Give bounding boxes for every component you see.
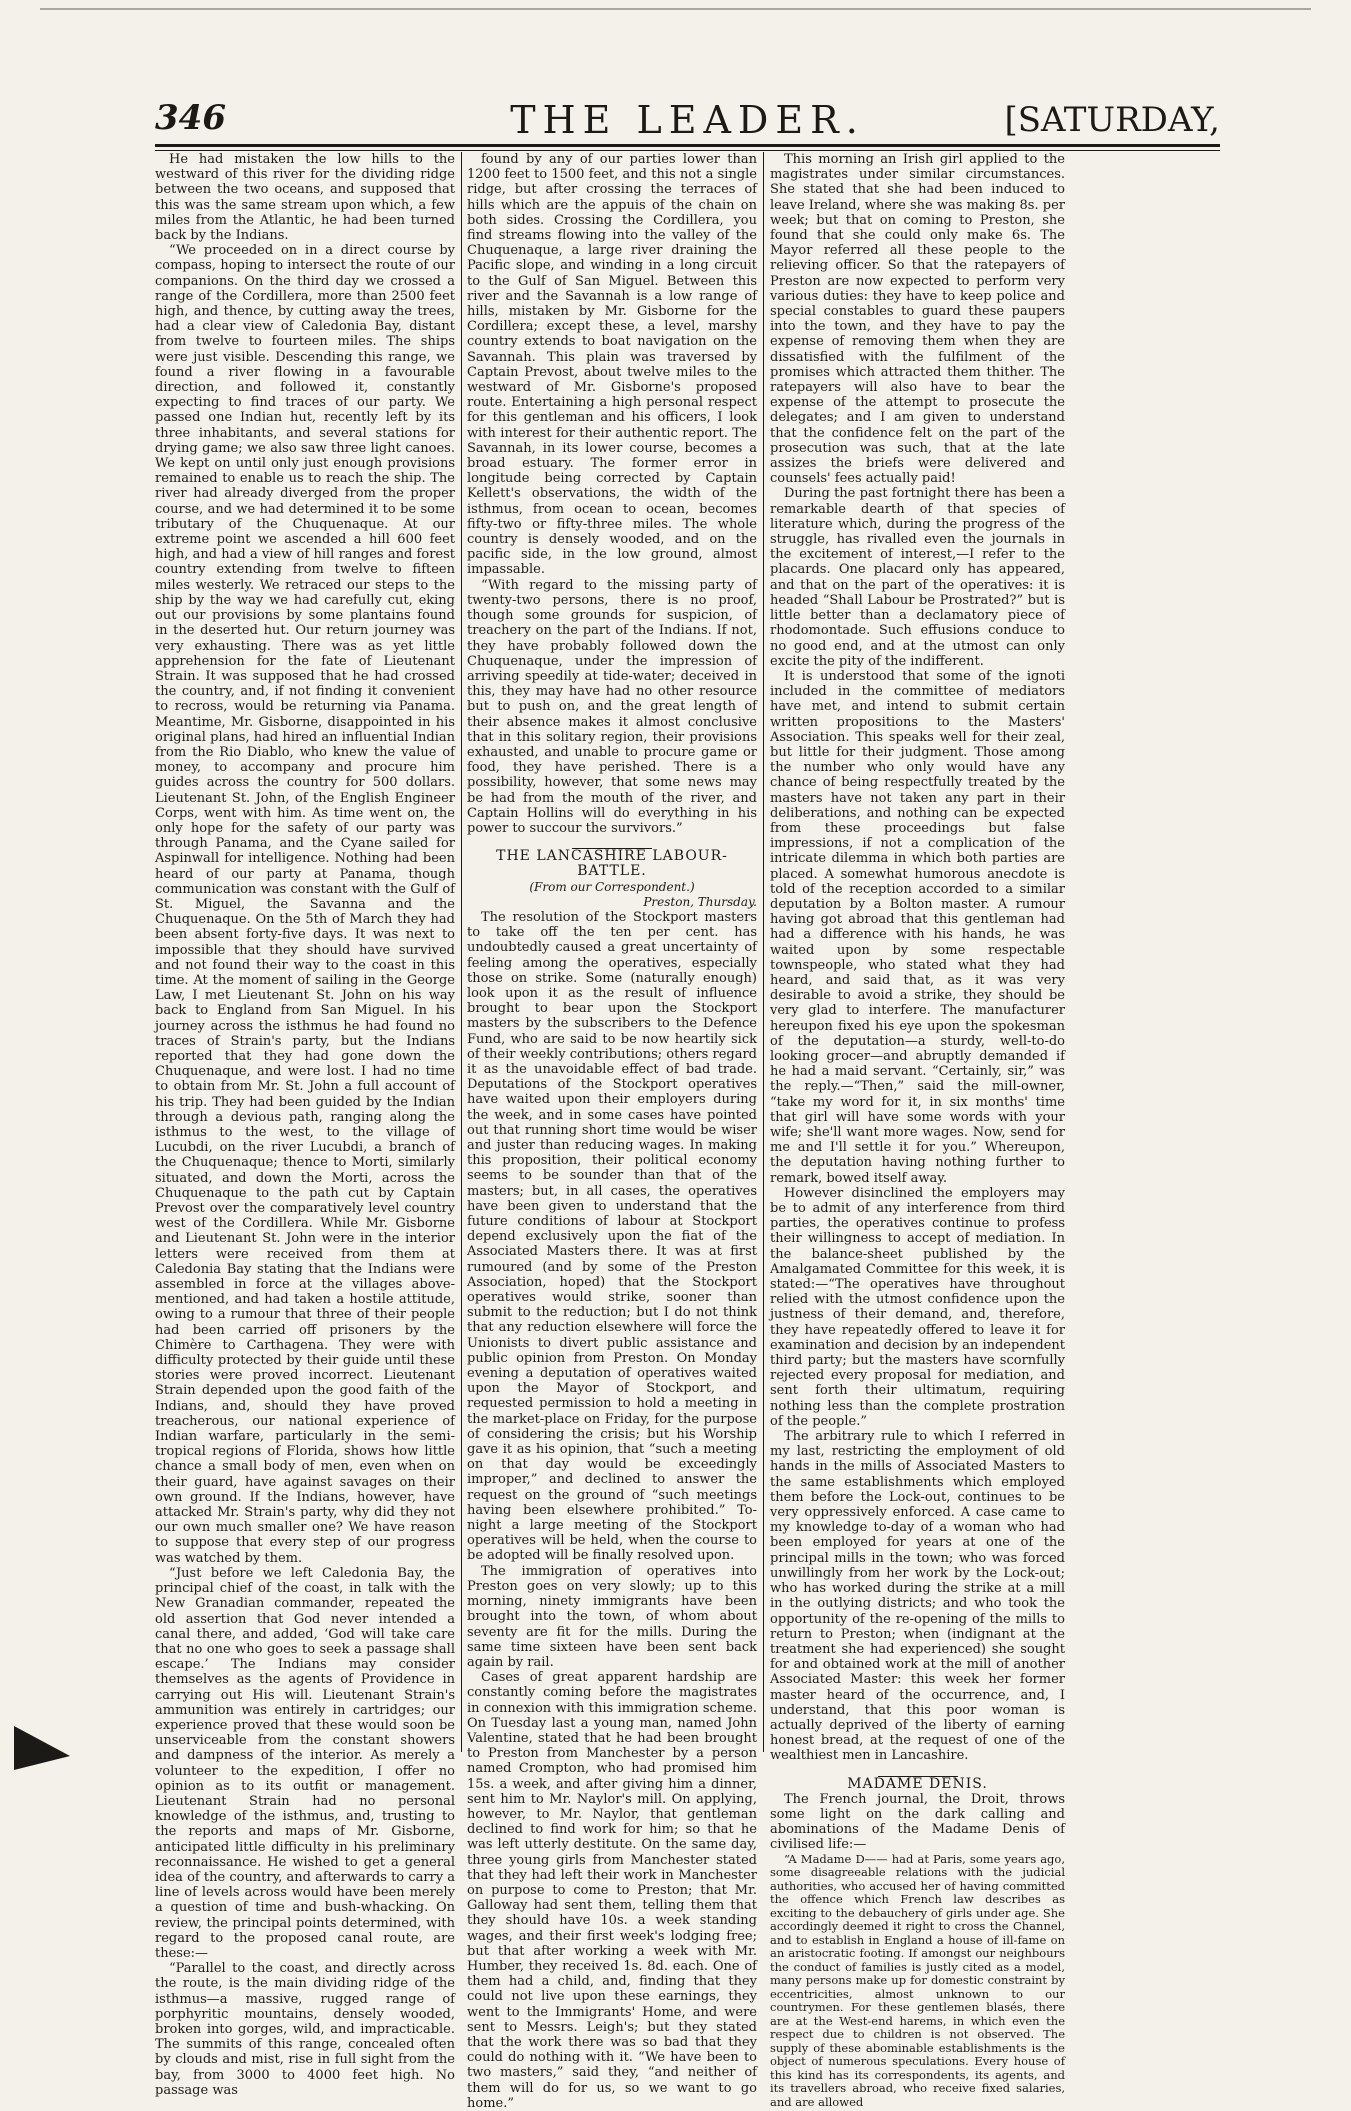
paragraph: found by any of our parties lower than 1200 feet to 1500 feet, and this not a single ridge, but after crossing the terraces of hills which are the appuis of the chain on both sides. Crossing the Cordillera, you find streams flowing into the valley of the Chuquenaque, a large river draining the Pacific slope, and winding in a long circuit to the Gulf of San Miguel. Between this river and the Savannah is a low range of hills, mistaken by Mr. Gisborne for the Cordillera; except these, a level, marshy country extends to boat navigation on the Savannah. This plain was traversed by Captain Prevost, about twelve miles to the westward of Mr. Gisborne's proposed route. Entertaining a high personal respect for this gentleman and his officers, I look with interest for their authentic report. The Savannah, in its lower course, becomes a broad estuary. The former error in longitude being corrected by Captain Kellett's observations, the width of the isthmus, from ocean to ocean, becomes fifty-two or fifty-three miles. The whole country is densely wooded, and on the pacific side, in the low ground, almost impassable. (467, 152, 757, 578)
paragraph: “Just before we left Caledonia Bay, the principal chief of the coast, in talk with the New Granadian commander, repeated the old assertion that God never intended a canal there, and added, ‘God will take care that no one who goes to seek a passage shall escape.’ The Indians may consider themselves as the agents of Providence in carrying out His will. Lieutenant Strain's ammunition was entirely in cartridges; our experience proved that these would soon be unserviceable from the constant showers and dampness of the interior. As merely a volunteer to the expedition, I offer no opinion as to its outfit or management. Lieutenant Strain had no personal knowledge of the isthmus, and, trusting to the reports and maps of Mr. Gisborne, anticipated little difficulty in his preliminary reconnaissance. He wished to get a general idea of the country, and afterwards to carry a line of levels across would have been merely a question of time and bush-whacking. On review, the principal points determined, with regard to the proposed canal route, are these:— (155, 1565, 455, 1961)
paragraph: It is understood that some of the ignoti included in the committee of mediators have met, and intend to submit certain written propositions to the Masters' Association. This speaks well for their zeal, but little for their judgment. Those among the number who only would have any chance of being respectfully treated by the masters have not taken any part in their deliberations, and nothing can be expected from these proceedings but false impressions, if not a complication of the intricate dilemma in which both parties are placed. A somewhat humorous anecdote is told of the reception accorded to a similar deputation by a Bolton master. A rumour having got abroad that this gentleman had had a difference with his hands, he was waited upon by some respectable townspeople, who stated what they had heard, and said that, as it was very desirable to avoid a strike, they should be very glad to interfere. The manufacturer hereupon fixed his eye upon the spokesman of the deputation—a sturdy, well-to-do looking grocer—and abruptly demanded if he had a maid servant. “Certainly, sir,” was the reply.—“Then,” said the mill-owner, “take my word for it, in six months' time that girl will have some words with your wife; she'll want more wages. Now, send for me and I'll settle it for you.” Whereupon, the deputation having nothing further to remark, bowed itself away. (770, 668, 1065, 1186)
page-header (155, 98, 1220, 142)
pointer-arrow-icon (14, 1726, 70, 1770)
paragraph: He had mistaken the low hills to the westward of this river for the dividing ridge between the two oceans, and supposed that this was the same stream upon which, a few miles from the Atlantic, he had been turned back by the Indians. (155, 152, 455, 244)
section-intro: The French journal, the Droit, throws some light on the dark calling and abominations of the Madame Denis of civilised life:— (770, 1791, 1065, 1853)
column-divider (763, 152, 764, 1752)
column-3 (770, 152, 1065, 2109)
article-byline: Preston, Thursday. (643, 894, 757, 909)
header-rule-thin (155, 150, 1220, 151)
paragraph: “With regard to the missing party of twenty-two persons, there is no proof, though some grounds for suspicion, of treachery on the part of the Indians. If not, they have probably followed down the Chuquenaque, under the impression of arriving speedily at tide-water; deceived in this, they may have had no other resource but to push on, and the great length of their absence makes it almost conclusive that in this solitary region, their provisions exhausted, and unable to procure game or food, they have perished. There is a possibility, however, that some news may be had from the mouth of the river, and Captain Hollins will do everything in his power to succour the survivors.” (467, 577, 757, 836)
paragraph: The arbitrary rule to which I referred in my last, restricting the employment of old hands in the mills of Associated Masters to the same establishments which employed them before the Lock-out, continues to be very oppressively enforced. A case came to my knowledge to-day of a woman who had been employed for years at one of the principal mills in the town; who was forced unwillingly from her work by the Lock-out; who has worked during the strike at a mill in the outlying districts; and who took the opportunity of the re-opening of the mills to return to Preston; when (indignant at the treatment she had experienced) she sought for and obtained work at the mill of another Associated Master: this week her former master heard of the occurrence, and, I understand, that this poor woman is actually deprived of the liberty of earning honest bread, at the request of one of the wealthiest men in Lancashire. (770, 1429, 1065, 1764)
paragraph: The immigration of operatives into Preston goes on very slowly; up to this morning, ninety immigrants have been brought into the town, of whom about seventy are fit for the mills. During the same time sixteen have been sent back again by rail. (467, 1563, 757, 1670)
article-subhead: (From our Correspondent.) (529, 879, 695, 894)
section-heading: MADAME DENIS. (847, 1775, 988, 1792)
dateline: [SATURDAY, (1004, 100, 1220, 140)
paragraph: During the past fortnight there has been a remarkable dearth of that species of literature which, during the progress of the struggle, has rivalled even the journals in the excitement of interest,—I refer to the placards. One placard only has appeared, and that on the part of the operatives: it is headed “Shall Labour be Prostrated?” but is little better than a declamatory piece of rhodomontade. Such effusions conduce to no good end, and at the utmost can only excite the pity of the indifferent. (770, 486, 1065, 669)
column-divider (461, 152, 462, 1752)
header-rule (155, 144, 1220, 147)
page-number: 346 (155, 98, 226, 138)
section-quote: “A Madame D—— had at Paris, some years ago, some disagreeable relations with the judicial authorities, who accused her of having committed the offence which French law describes as exciting to the debauchery of girls under age. She accordingly deemed it right to cross the Channel, and to establish in England a house of ill-fame on an aristocratic footing. If amongst our neighbours the conduct of families is justly cited as a model, many persons make up for domestic constraint by eccentricities, almost unknown to our countrymen. For these gentlemen blasés, there are at the West-end harems, in which even the respect due to children is not observed. The supply of these abominable establishments is the object of numerous speculations. Every house of this kind has its correspondents, its agents, and its travellers abroad, who receive fixed salaries, and are allowed (770, 1851, 1065, 2109)
paragraph: “Parallel to the coast, and directly across the route, is the main dividing ridge of the isthmus—a massive, rugged range of porphyritic mountains, densely wooded, broken into gorges, wild, and impracticable. The summits of this range, concealed often by clouds and mist, rise in full sight from the bay, from 3000 to 4000 feet high. No passage was (155, 1961, 455, 2098)
paragraph: However disinclined the employers may be to admit of any interference from third parties, the operatives continue to profess their willingness to accept of mediation. In the balance-sheet published by the Amalgamated Committee for this week, it is stated:—“The operatives have throughout relied with the utmost confidence upon the justness of their demand, and, therefore, they have repeatedly offered to leave it for examination and decision by an independent third party; but the masters have scornfully rejected every proposal for mediation, and sent forth their ultimatum, requiring nothing less than the complete prostration of the people.” (770, 1185, 1065, 1429)
column-1 (155, 152, 455, 2098)
column-2 (467, 152, 757, 2111)
paragraph: The resolution of the Stockport masters to take off the ten per cent. has undoubtedly caused a great uncertainty of feeling among the operatives, especially those on strike. Some (naturally enough) look upon it as the result of influence brought to bear upon the Stockport masters by the subscribers to the Defence Fund, who are said to be now heartily sick of their weekly contributions; others regard it as the unavoidable effect of bad trade. Deputations of the Stockport operatives have waited upon their employers during the week, and in some cases have pointed out that running short time would be wiser and juster than reducing wages. In making this proposition, their political economy seems to be sounder than that of the masters; but, in all cases, the operatives have been given to understand that the future conditions of labour at Stockport depend exclusively upon the fiat of the Associated Masters there. It was at first rumoured (and by some of the Preston Association, hoped) that the Stockport operatives would strike, sooner than submit to the reduction; but I do not think that any reduction elsewhere will force the Unionists to divert public assistance and public opinion from Preston. On Monday evening a deputation of operatives waited upon the Mayor of Stockport, and requested permission to hold a meeting in the market-place on Friday, for the purpose of considering the crisis; but his Worship gave it as his opinion, that “such a meeting on that day would be exceedingly improper,” and declined to answer the request on the ground of “such meetings having been elsewhere prohibited.” To-night a large meeting of the Stockport operatives will be held, when the course to be adopted will be finally resolved upon. (467, 909, 757, 1564)
top-edge-rule (40, 8, 1311, 10)
paragraph: Cases of great apparent hardship are constantly coming before the magistrates in connexion with this immigration scheme. On Tuesday last a young man, named John Valentine, stated that he had been brought to Preston from Manchester by a person named Crompton, who had promised him 15s. a week, and after giving him a dinner, sent him to Mr. Naylor's mill. On applying, however, to Mr. Naylor, that gentleman declined to find work for him; so that he was left utterly destitute. On the same day, three young girls from Manchester stated that they had left their work in Manchester on purpose to come to Preston; that Mr. Galloway had sent them, telling them that they should have 10s. a week standing wages, and their first week's lodging free; but that after working a week with Mr. Humber, they received 1s. 8d. each. One of them had a child, and, finding that they could not live upon these earnings, they went to the Immigrants' Home, and were sent to Messrs. Leigh's; but they stated that the work there was so bad that they could do nothing with it. “We have been to two masters,” said they, “and neither of them will do for us, so we want to go home.” (467, 1670, 757, 2111)
masthead-title: THE LEADER. (510, 98, 865, 142)
article-heading: THE LANCASHIRE LABOUR-BATTLE. (496, 848, 728, 880)
paragraph: “We proceeded on in a direct course by compass, hoping to intersect the route of our companions. On the third day we crossed a range of the Cordillera, more than 2500 feet high, and thence, by cutting away the trees, had a clear view of Caledonia Bay, distant from twelve to fourteen miles. The ships were just visible. Descending this range, we found a river flowing in a favourable direction, and followed it, constantly expecting to find traces of our party. We passed one Indian hut, recently left by its three inhabitants, and several stations for drying game; we also saw three light canoes. We kept on until only just enough provisions remained to enable us to reach the ship. The river had already diverged from the proper course, and we had determined it to be some tributary of the Chuquenaque. At our extreme point we ascended a hill 600 feet high, and had a view of hill ranges and forest country extending from twelve to fifteen miles westerly. We retraced our steps to the ship by the way we had carefully cut, eking out our provisions by some plantains found in the deserted hut. Our return journey was very exhausting. There was as yet little apprehension for the fate of Lieutenant Strain. It was supposed that he had crossed the country, and, if not finding it convenient to recross, would be returning via Panama. Meantime, Mr. Gisborne, disappointed in his original plans, had hired an influential Indian from the Rio Diablo, who knew the value of money, to accompany and procure him guides across the country for 500 dollars. Lieutenant St. John, of the English Engineer Corps, went with him. As time went on, the only hope for the safety of our party was through Panama, and the Cyane sailed for Aspinwall for intelligence. Nothing had been heard of our party at Panama, though communication was constant with the Gulf of St. Miguel, the Savanna and the Chuquenaque. On the 5th of March they had been absent forty-five days. It was next to impossible that they should have survived and not found their way to the coast in this time. At the moment of sailing in the George Law, I met Lieutenant St. John on his way back to England from San Miguel. In his journey across the isthmus he had found no traces of Strain's party, but the Indians reported that they had gone down the Chuquenaque, and were lost. I had no time to obtain from Mr. St. John a full account of his trip. They had been guided by the Indian through a devious path, ranging along the isthmus to the west, to the village of Lucubdi, on the river Lucubdi, a branch of the Chuquenaque; thence to Morti, similarly situated, and down the Morti, across the Chuquenaque to the path cut by Captain Prevost over the comparatively level country west of the Cordillera. While Mr. Gisborne and Lieutenant St. John were in the interior letters were received from them at Caledonia Bay stating that the Indians were assembled in force at the villages above-mentioned, and had taken a hostile attitude, owing to a rumour that three of their people had been carried off prisoners by the Chimère to Carthagena. They were with difficulty protected by their guide until these stories were proved incorrect. Lieutenant Strain depended upon the good faith of the Indians, and, should they have proved treacherous, our national experience of Indian warfare, particularly in the semi-tropical regions of Florida, shows how little chance a small body of men, even when on their guard, have against savages on their own ground. If the Indians, however, have attacked Mr. Strain's party, why did they not our own much smaller one? We have reason to suppose that every step of our progress was watched by them. (155, 243, 455, 1566)
paragraph: This morning an Irish girl applied to the magistrates under similar circumstances. She stated that she had been induced to leave Ireland, where she was making 8s. per week; but that on coming to Preston, she found that she could only make 6s. The Mayor referred all these people to the relieving officer. So that the ratepayers of Preston are now expected to perform very various duties: they have to keep police and special constables to guard these paupers into the town, and they have to pay the expense of removing them when they are dissatisfied with the fulfilment of the promises which attracted them thither. The ratepayers will also have to bear the expense of the attempt to prosecute the delegates; and I am given to understand that the confidence felt on the part of the prosecution was such, that at the late assizes the briefs were delivered and counsels' fees actually paid! (770, 152, 1065, 487)
